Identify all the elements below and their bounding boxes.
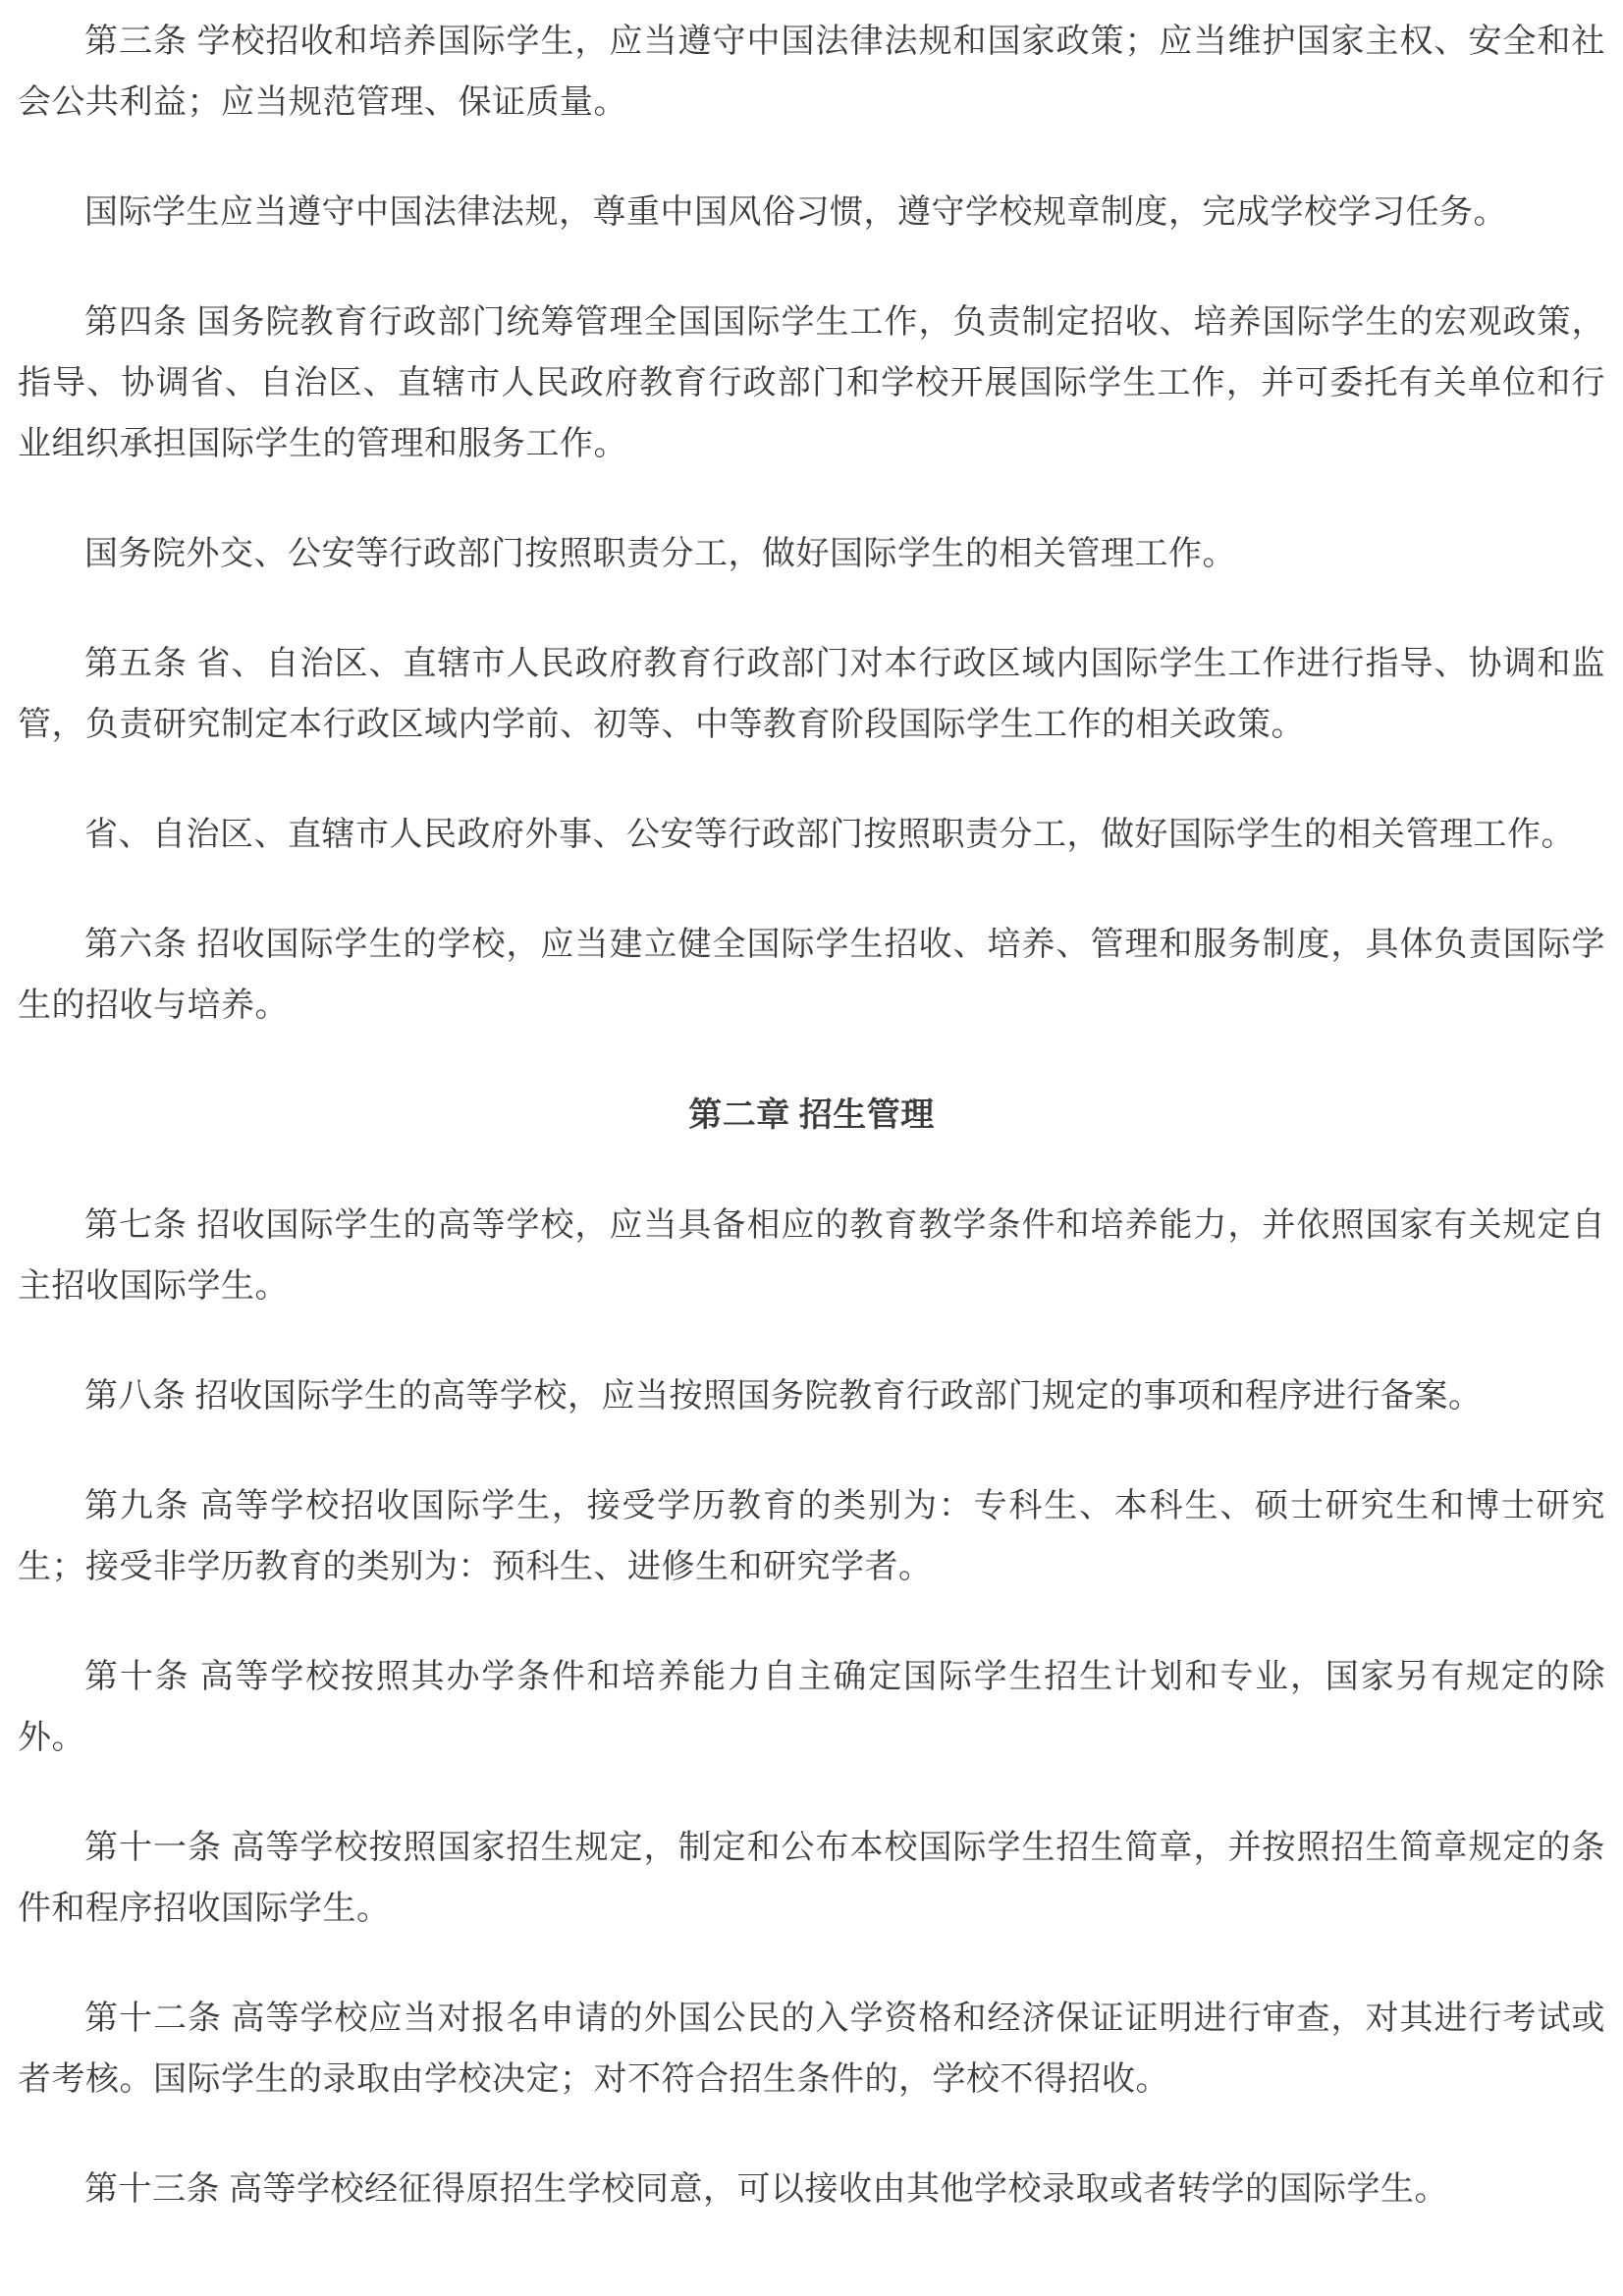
paragraph-article-3-clause-2: 国际学生应当遵守中国法律法规，尊重中国风俗习惯，遵守学校规章制度，完成学校学习任务。 [84, 194, 1507, 231]
paragraph-article-7: 第七条 招收国际学生的高等学校，应当具备相应的教育教学条件和培养能力，并依照国家有关规定自主招收国际学生。 [18, 1207, 1605, 1305]
paragraph-article-12: 第十二条 高等学校应当对报名申请的外国公民的入学资格和经济保证证明进行审查，对其进行考试或者考核。国际学生的录取由学校决定；对不符合招生条件的，学校不得招收。 [18, 2001, 1605, 2098]
paragraph-article-13: 第十三条 高等学校经征得原招生学校同意，可以接收由其他学校录取或者转学的国际学生。 [84, 2171, 1448, 2208]
chapter-2-heading: 第二章 招生管理 [688, 1097, 935, 1134]
paragraph-article-11: 第十一条 高等学校按照国家招生规定，制定和公布本校国际学生招生简章，并按照招生简章规定的条件和程序招收国际学生。 [18, 1830, 1605, 1927]
paragraph-article-10: 第十条 高等学校按照其办学条件和培养能力自主确定国际学生招生计划和专业，国家另有规定的除外。 [18, 1659, 1605, 1756]
paragraph-article-5: 第五条 省、自治区、直辖市人民政府教育行政部门对本行政区域内国际学生工作进行指导、协调和监管，负责研究制定本行政区域内学前、初等、中等教育阶段国际学生工作的相关政策。 [18, 646, 1605, 743]
paragraph-article-9: 第九条 高等学校招收国际学生，接受学历教育的类别为：专科生、本科生、硕士研究生和博士研究生；接受非学历教育的类别为：预科生、进修生和研究学者。 [18, 1488, 1605, 1585]
paragraph-article-4: 第四条 国务院教育行政部门统筹管理全国国际学生工作，负责制定招收、培养国际学生的宏观政策，指导、协调省、自治区、直辖市人民政府教育行政部门和学校开展国际学生工作，并可委托有关单位和行业组织承担国际学生的管理和服务工作。 [18, 304, 1605, 462]
paragraph-article-6: 第六条 招收国际学生的学校，应当建立健全国际学生招收、培养、管理和服务制度，具体负责国际学生的招收与培养。 [18, 927, 1605, 1024]
paragraph-article-3: 第三条 学校招收和培养国际学生，应当遵守中国法律法规和国家政策；应当维护国家主权、安全和社会公共利益；应当规范管理、保证质量。 [18, 24, 1605, 121]
paragraph-article-4-clause-2: 国务院外交、公安等行政部门按照职责分工，做好国际学生的相关管理工作。 [84, 536, 1236, 572]
paragraph-article-8: 第八条 招收国际学生的高等学校，应当按照国务院教育行政部门规定的事项和程序进行备案。 [84, 1378, 1483, 1415]
paragraph-article-5-clause-2: 省、自治区、直辖市人民政府外事、公安等行政部门按照职责分工，做好国际学生的相关管理工作。 [84, 817, 1575, 853]
